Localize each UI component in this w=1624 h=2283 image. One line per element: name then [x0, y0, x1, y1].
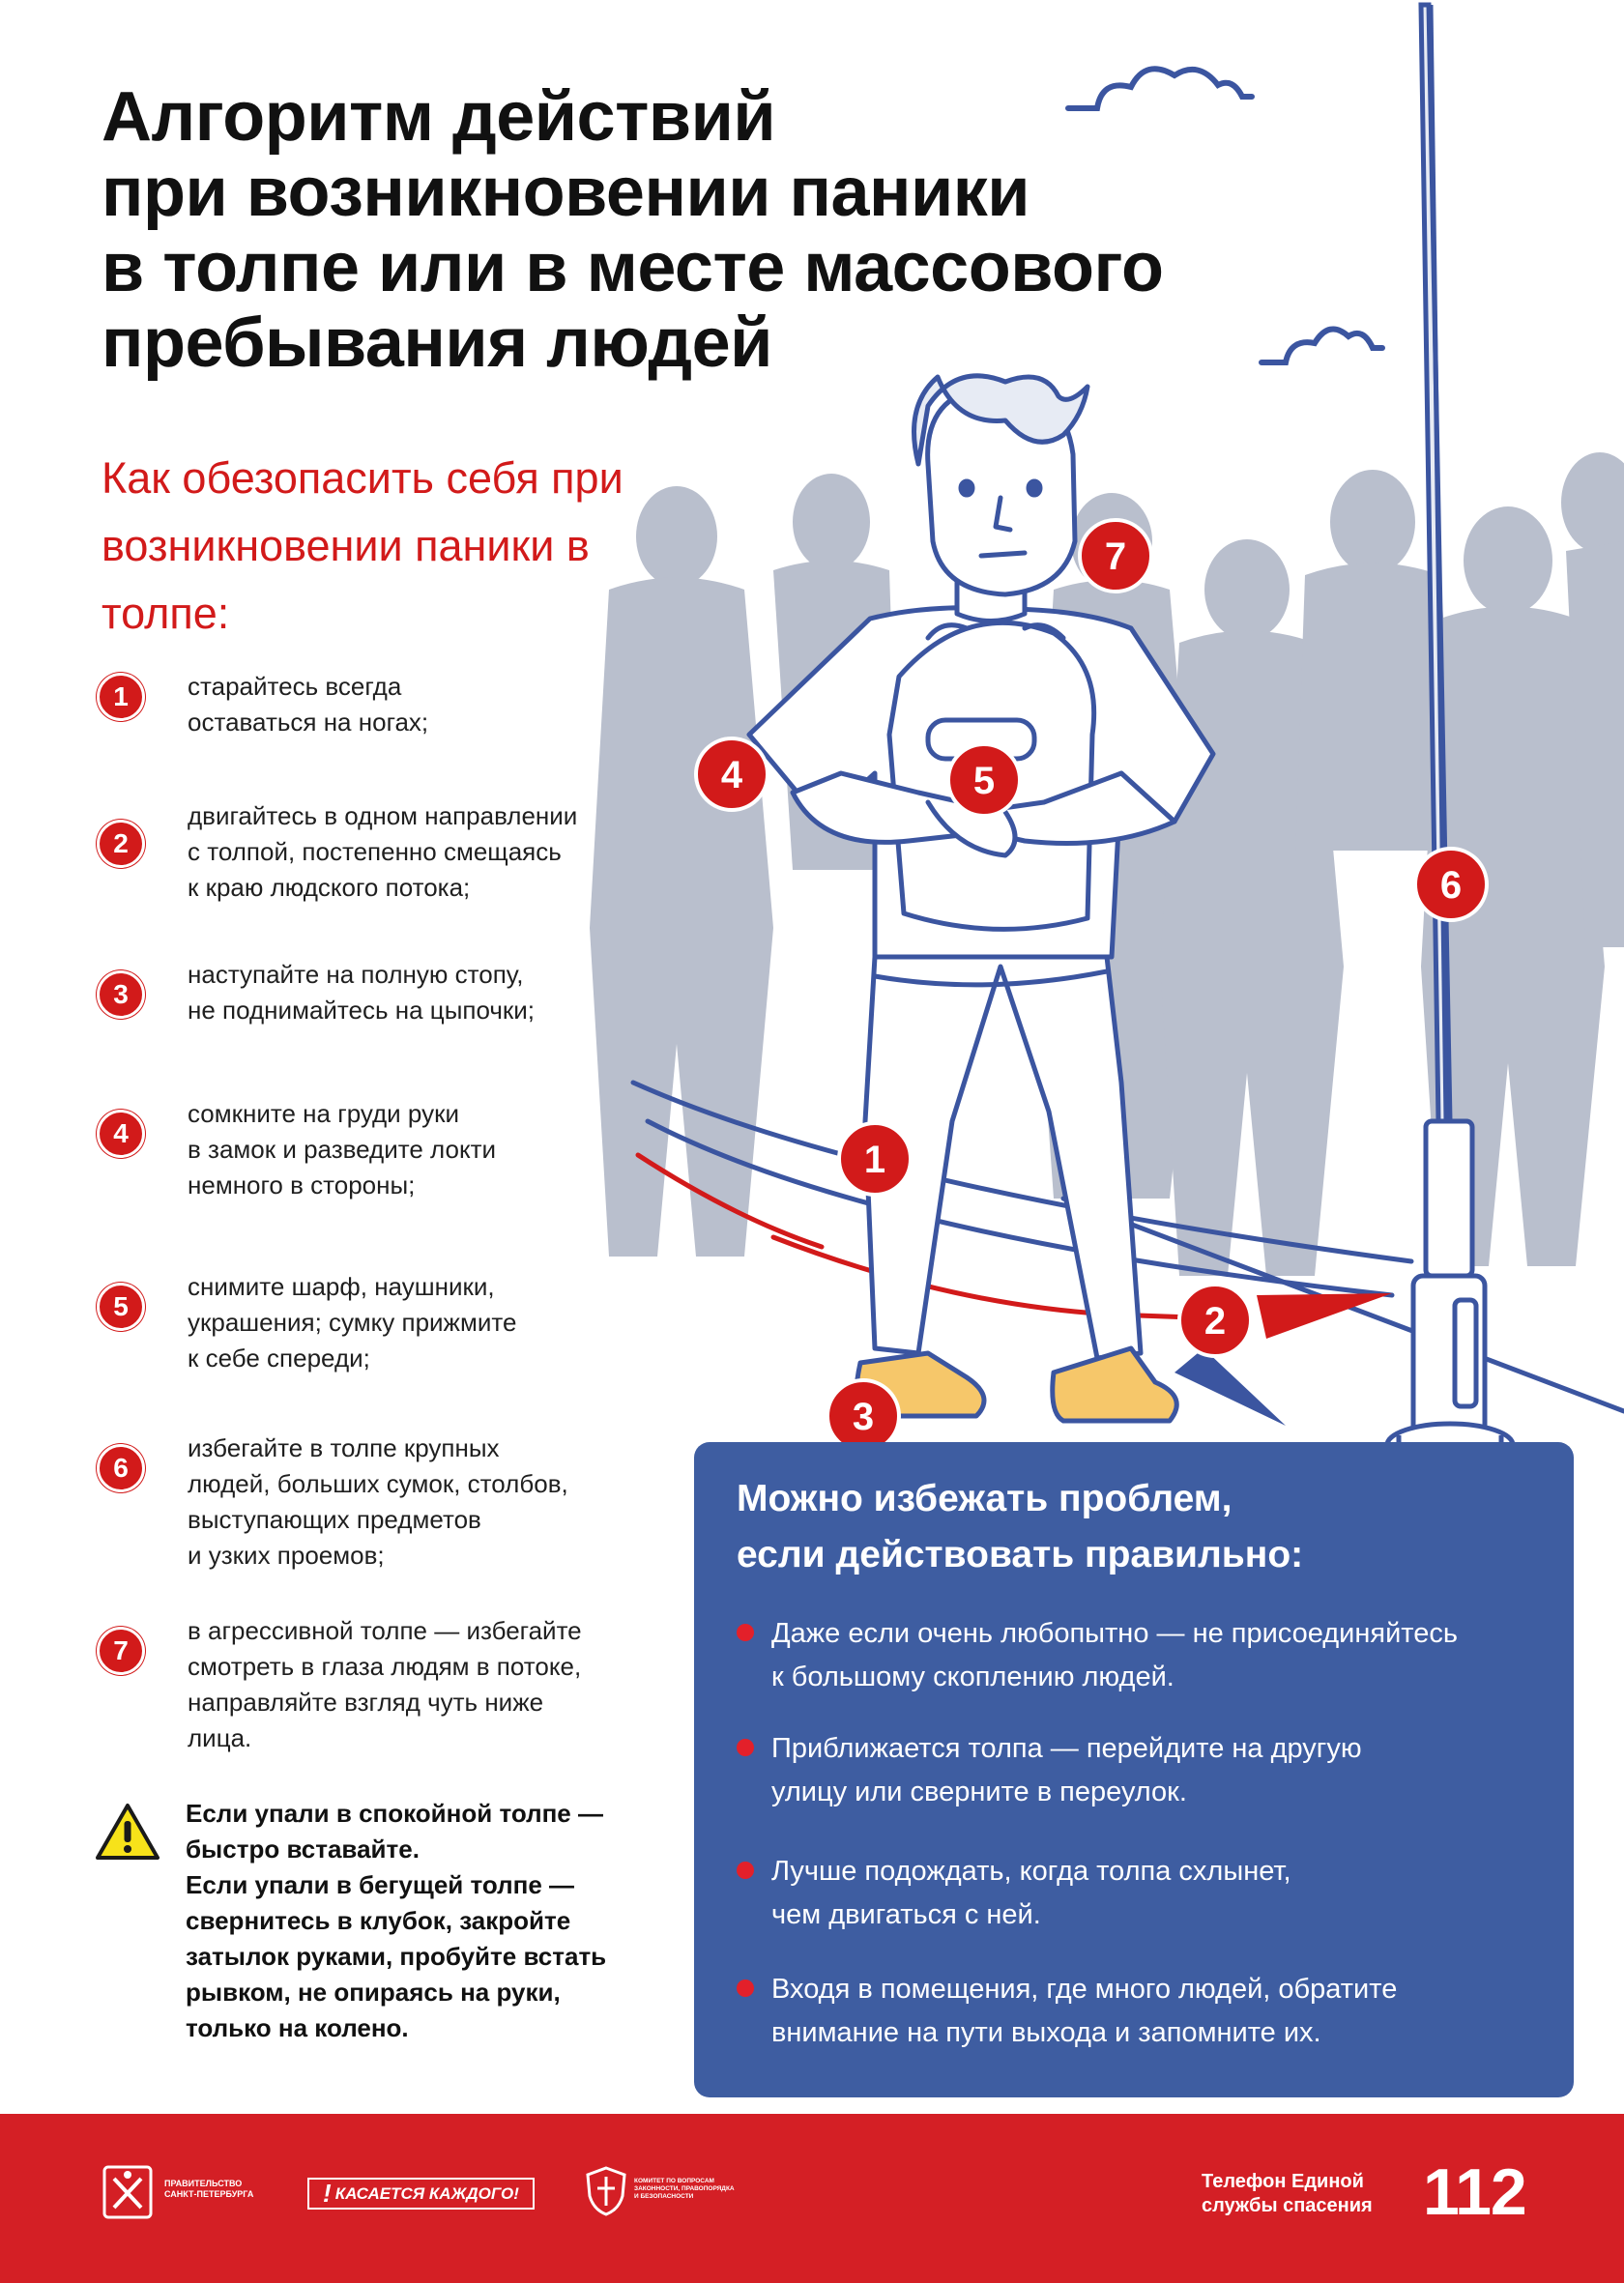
- bullet-icon: [737, 1980, 754, 1997]
- step-text: двигайтесь в одном направлении с толпой, постепенно смещаясь к краю людского потока;: [188, 801, 578, 902]
- direction-arrow-icon: [1174, 1348, 1286, 1426]
- step-item: [97, 1269, 638, 1376]
- step-item: [97, 798, 638, 906]
- illustration-marker-6: [1411, 845, 1491, 924]
- tip-text: Входя в помещения, где много людей, обратите внимание на пути выхода и запомните их.: [771, 1974, 1398, 2048]
- bullet-icon: [737, 1739, 754, 1756]
- illustration-marker-5: [944, 740, 1024, 820]
- svg-text:3: 3: [852, 1396, 875, 1438]
- step-number-badge: 3: [97, 970, 145, 1019]
- slogan-logo: [307, 2178, 535, 2210]
- step-text: в агрессивной толпе — избегайте смотреть в глаза людям в потоке, направляйте взгляд чуть ниже лица.: [188, 1616, 582, 1752]
- page-title: Алгоритм действий при возникновении паники в толпе или в месте массового пребывания людей: [102, 78, 1164, 382]
- spb-coat-of-arms-icon: [102, 2165, 153, 2219]
- step-item: [97, 669, 638, 740]
- step-item: [97, 1613, 638, 1756]
- illustration-marker-7: [1076, 516, 1155, 595]
- step-number-badge: 2: [97, 820, 145, 868]
- step-text: старайтесь всегда оставаться на ногах;: [188, 672, 429, 737]
- bullet-icon: [737, 1862, 754, 1879]
- step-number-badge: 7: [97, 1627, 145, 1675]
- step-item: [97, 1096, 638, 1203]
- step-item: [97, 1430, 638, 1574]
- tip-item: [737, 1727, 1558, 1814]
- tip-text: Лучше подождать, когда толпа схлынет, чем двигаться с ней.: [771, 1856, 1291, 1930]
- emergency-phone-number[interactable]: 112: [1423, 2155, 1526, 2229]
- svg-text:5: 5: [972, 760, 996, 802]
- warning-note: [94, 1796, 654, 2046]
- logo-caption-committee: КОМИТЕТ ПО ВОПРОСАМ ЗАКОННОСТИ, ПРАВОПОРЯДКА И БЕЗОПАСНОСТИ: [634, 2178, 735, 2200]
- warning-text: Если упали в спокойной толпе — быстро вставайте. Если упали в бегущей толпе — свернитесь в клубок, закройте затылок руками, пробуйте встать рывком, не опираясь на руки, только на колено.: [186, 1799, 607, 2042]
- phone-label: Телефон Единой службы спасения: [1202, 2171, 1373, 2216]
- svg-text:7: 7: [1104, 535, 1127, 578]
- tip-text: Приближается толпа — перейдите на другую улицу или сверните в переулок.: [771, 1733, 1362, 1807]
- step-number-badge: 5: [97, 1283, 145, 1331]
- step-number-badge: 4: [97, 1110, 145, 1158]
- step-text: избегайте в толпе крупных людей, больших сумок, столбов, выступающих предметов и узких проемов;: [188, 1433, 568, 1570]
- svg-text:6: 6: [1439, 864, 1463, 907]
- slogan-mark: !: [323, 2179, 332, 2208]
- step-item: [97, 957, 638, 1028]
- committee-emblem-icon: [584, 2165, 628, 2217]
- svg-text:1: 1: [863, 1139, 886, 1181]
- step-number-badge: 1: [97, 673, 145, 721]
- step-text: наступайте на полную стопу, не поднимайтесь на цыпочки;: [188, 960, 536, 1025]
- logo-caption-government: ПРАВИТЕЛЬСТВО САНКТ-ПЕТЕРБУРГА: [164, 2179, 254, 2199]
- bullet-icon: [737, 1624, 754, 1641]
- tip-item: [737, 1612, 1558, 1699]
- step-text: снимите шарф, наушники, украшения; сумку прижмите к себе спереди;: [188, 1272, 517, 1373]
- svg-text:4: 4: [720, 754, 743, 796]
- slogan-text: КАСАЕТСЯ КАЖДОГО!: [334, 2183, 519, 2203]
- warning-triangle-icon: [94, 1802, 161, 1862]
- step-text: сомкните на груди руки в замок и разведите локти немного в стороны;: [188, 1099, 497, 1199]
- tip-item: [737, 1968, 1558, 2055]
- svg-text:2: 2: [1204, 1300, 1227, 1343]
- tip-text: Даже если очень любопытно — не присоединяйтесь к большому скоплению людей.: [771, 1618, 1458, 1692]
- illustration-marker-1: [835, 1119, 914, 1199]
- illustration-marker-4: [692, 735, 771, 814]
- tips-heading: Можно избежать проблем, если действовать правильно:: [737, 1478, 1304, 1575]
- page-subtitle: Как обезопасить себя при возникновении паники в толпе:: [102, 453, 624, 638]
- illustration-marker-2: [1175, 1281, 1255, 1360]
- tip-item: [737, 1850, 1558, 1937]
- step-number-badge: 6: [97, 1444, 145, 1492]
